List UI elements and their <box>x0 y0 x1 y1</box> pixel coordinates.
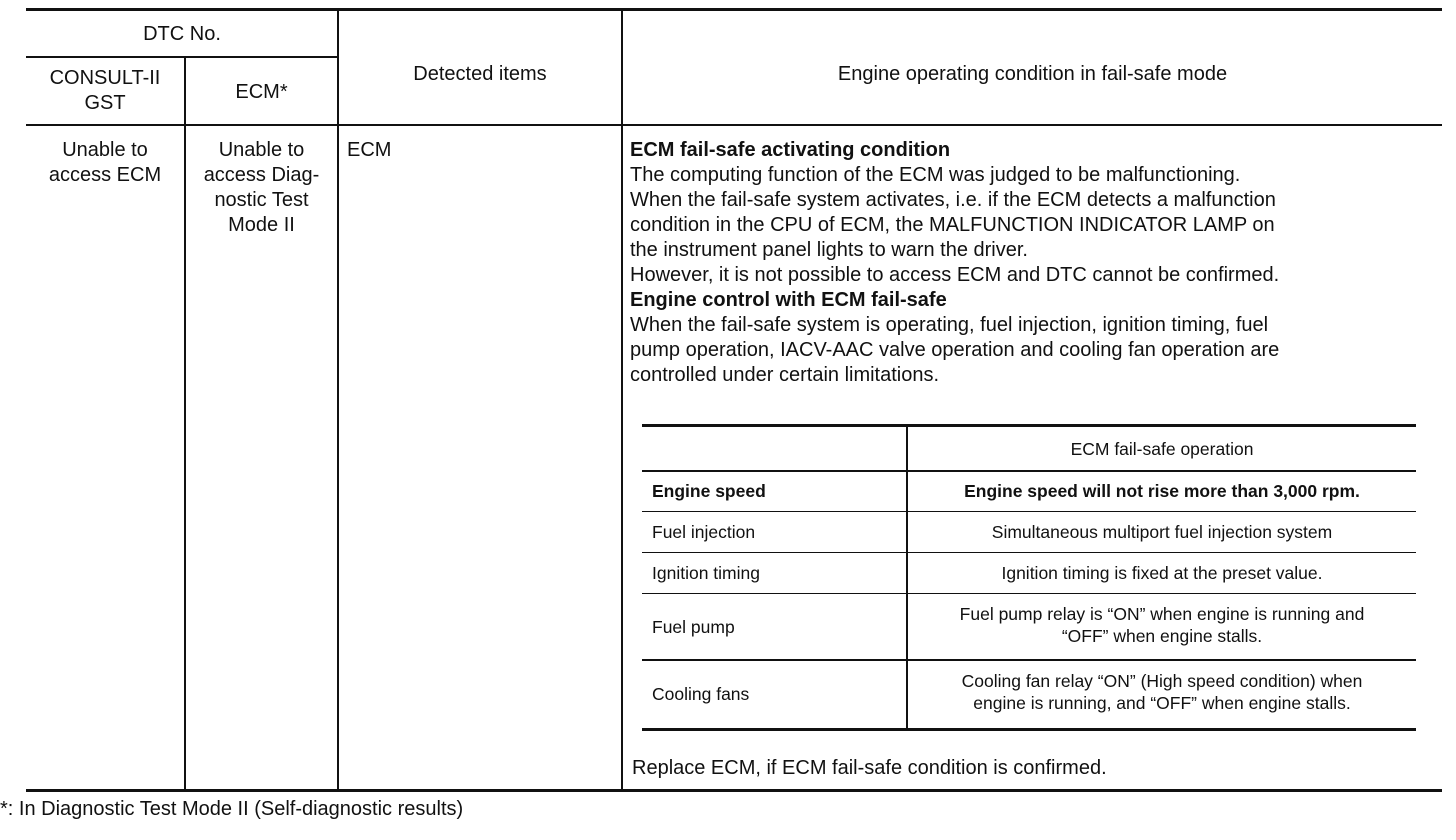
inner-row-3-operation: Ignition timing is fixed at the preset value. <box>1001 563 1323 583</box>
ecm-value-line-1: Unable to <box>218 139 305 161</box>
inner-row-2-item: Fuel injection <box>652 522 756 542</box>
consult-gst-header <box>26 66 184 116</box>
engine-control-heading: Engine control with ECM fail-safe <box>630 289 947 311</box>
dtc-no-header: DTC No. <box>143 23 221 45</box>
inner-row-1-operation: Engine speed will not rise more than 3,000 rpm. <box>964 481 1360 501</box>
gst-header-line-2: GST <box>84 92 126 114</box>
para1-line-2: When the fail-safe system activates, i.e. if the ECM detects a malfunction <box>630 189 1276 211</box>
inner-header-operation: ECM fail-safe operation <box>1070 439 1254 459</box>
inner-row-4-item: Fuel pump <box>652 617 735 637</box>
header-bottom-border <box>26 124 1442 126</box>
ecm-value-line-4: Mode II <box>228 214 295 236</box>
para1-line-5: However, it is not possible to access ECM and DTC cannot be confirmed. <box>630 264 1280 286</box>
inner-row-5-operation-line-2: engine is running, and “OFF” when engine stalls. <box>973 693 1351 713</box>
para1-line-3: condition in the CPU of ECM, the MALFUNCTION INDICATOR LAMP on <box>630 214 1275 236</box>
inner-row-divider-1 <box>642 511 1416 512</box>
inner-row-1-item: Engine speed <box>652 481 766 501</box>
para2-line-2: pump operation, IACV-AAC valve operation and cooling fan operation are <box>630 339 1280 361</box>
dtc-subheader-divider <box>26 56 338 58</box>
inner-row-5-item: Cooling fans <box>652 684 750 704</box>
inner-row-4-operation <box>908 603 1416 647</box>
inner-row-5-operation <box>908 670 1416 714</box>
ecm-header: ECM* <box>235 81 288 103</box>
consult-value-line-1: Unable to <box>62 139 148 161</box>
inner-row-divider-2 <box>642 552 1416 553</box>
fail-safe-activating-heading: ECM fail-safe activating condition <box>630 139 951 161</box>
footnote: *: In Diagnostic Test Mode II (Self-diagnostic results) <box>0 798 464 820</box>
inner-row-divider-3 <box>642 593 1416 594</box>
col-divider-3 <box>621 10 623 791</box>
inner-row-4-operation-line-1: Fuel pump relay is “ON” when engine is running and <box>959 604 1365 624</box>
para1-line-4: the instrument panel lights to warn the driver. <box>630 239 1028 261</box>
inner-row-divider-4 <box>642 659 1416 661</box>
para1-line-1: The computing function of the ECM was judged to be malfunctioning. <box>630 164 1241 186</box>
table-top-border <box>26 8 1442 11</box>
engine-condition-header: Engine operating condition in fail-safe mode <box>837 63 1228 85</box>
inner-row-3-item: Ignition timing <box>652 563 760 583</box>
replace-ecm-note: Replace ECM, if ECM fail-safe condition is confirmed. <box>632 757 1107 779</box>
inner-row-4-operation-line-2: “OFF” when engine stalls. <box>1061 626 1263 646</box>
detected-item-value: ECM <box>347 139 392 161</box>
inner-row-5-operation-line-1: Cooling fan relay “ON” (High speed condition) when <box>961 671 1363 691</box>
inner-row-2-operation: Simultaneous multiport fuel injection system <box>991 522 1333 542</box>
col-divider-2 <box>337 10 339 791</box>
inner-table-bottom <box>642 728 1416 731</box>
consult-value-cell <box>26 138 184 188</box>
detected-items-header: Detected items <box>413 63 547 85</box>
para2-line-1: When the fail-safe system is operating, fuel injection, ignition timing, fuel <box>630 314 1269 336</box>
inner-table-top <box>642 424 1416 427</box>
consult-value-line-2: access ECM <box>48 164 162 186</box>
inner-header-bottom <box>642 470 1416 472</box>
ecm-value-line-3: nostic Test <box>214 189 309 211</box>
ecm-value-line-2: access Diag- <box>203 164 320 186</box>
condition-description <box>630 138 1436 388</box>
para2-line-3: controlled under certain limitations. <box>630 364 940 386</box>
consult-header-line-1: CONSULT-II <box>49 67 161 89</box>
ecm-value-cell <box>186 138 337 238</box>
table-bottom-border <box>26 789 1442 792</box>
